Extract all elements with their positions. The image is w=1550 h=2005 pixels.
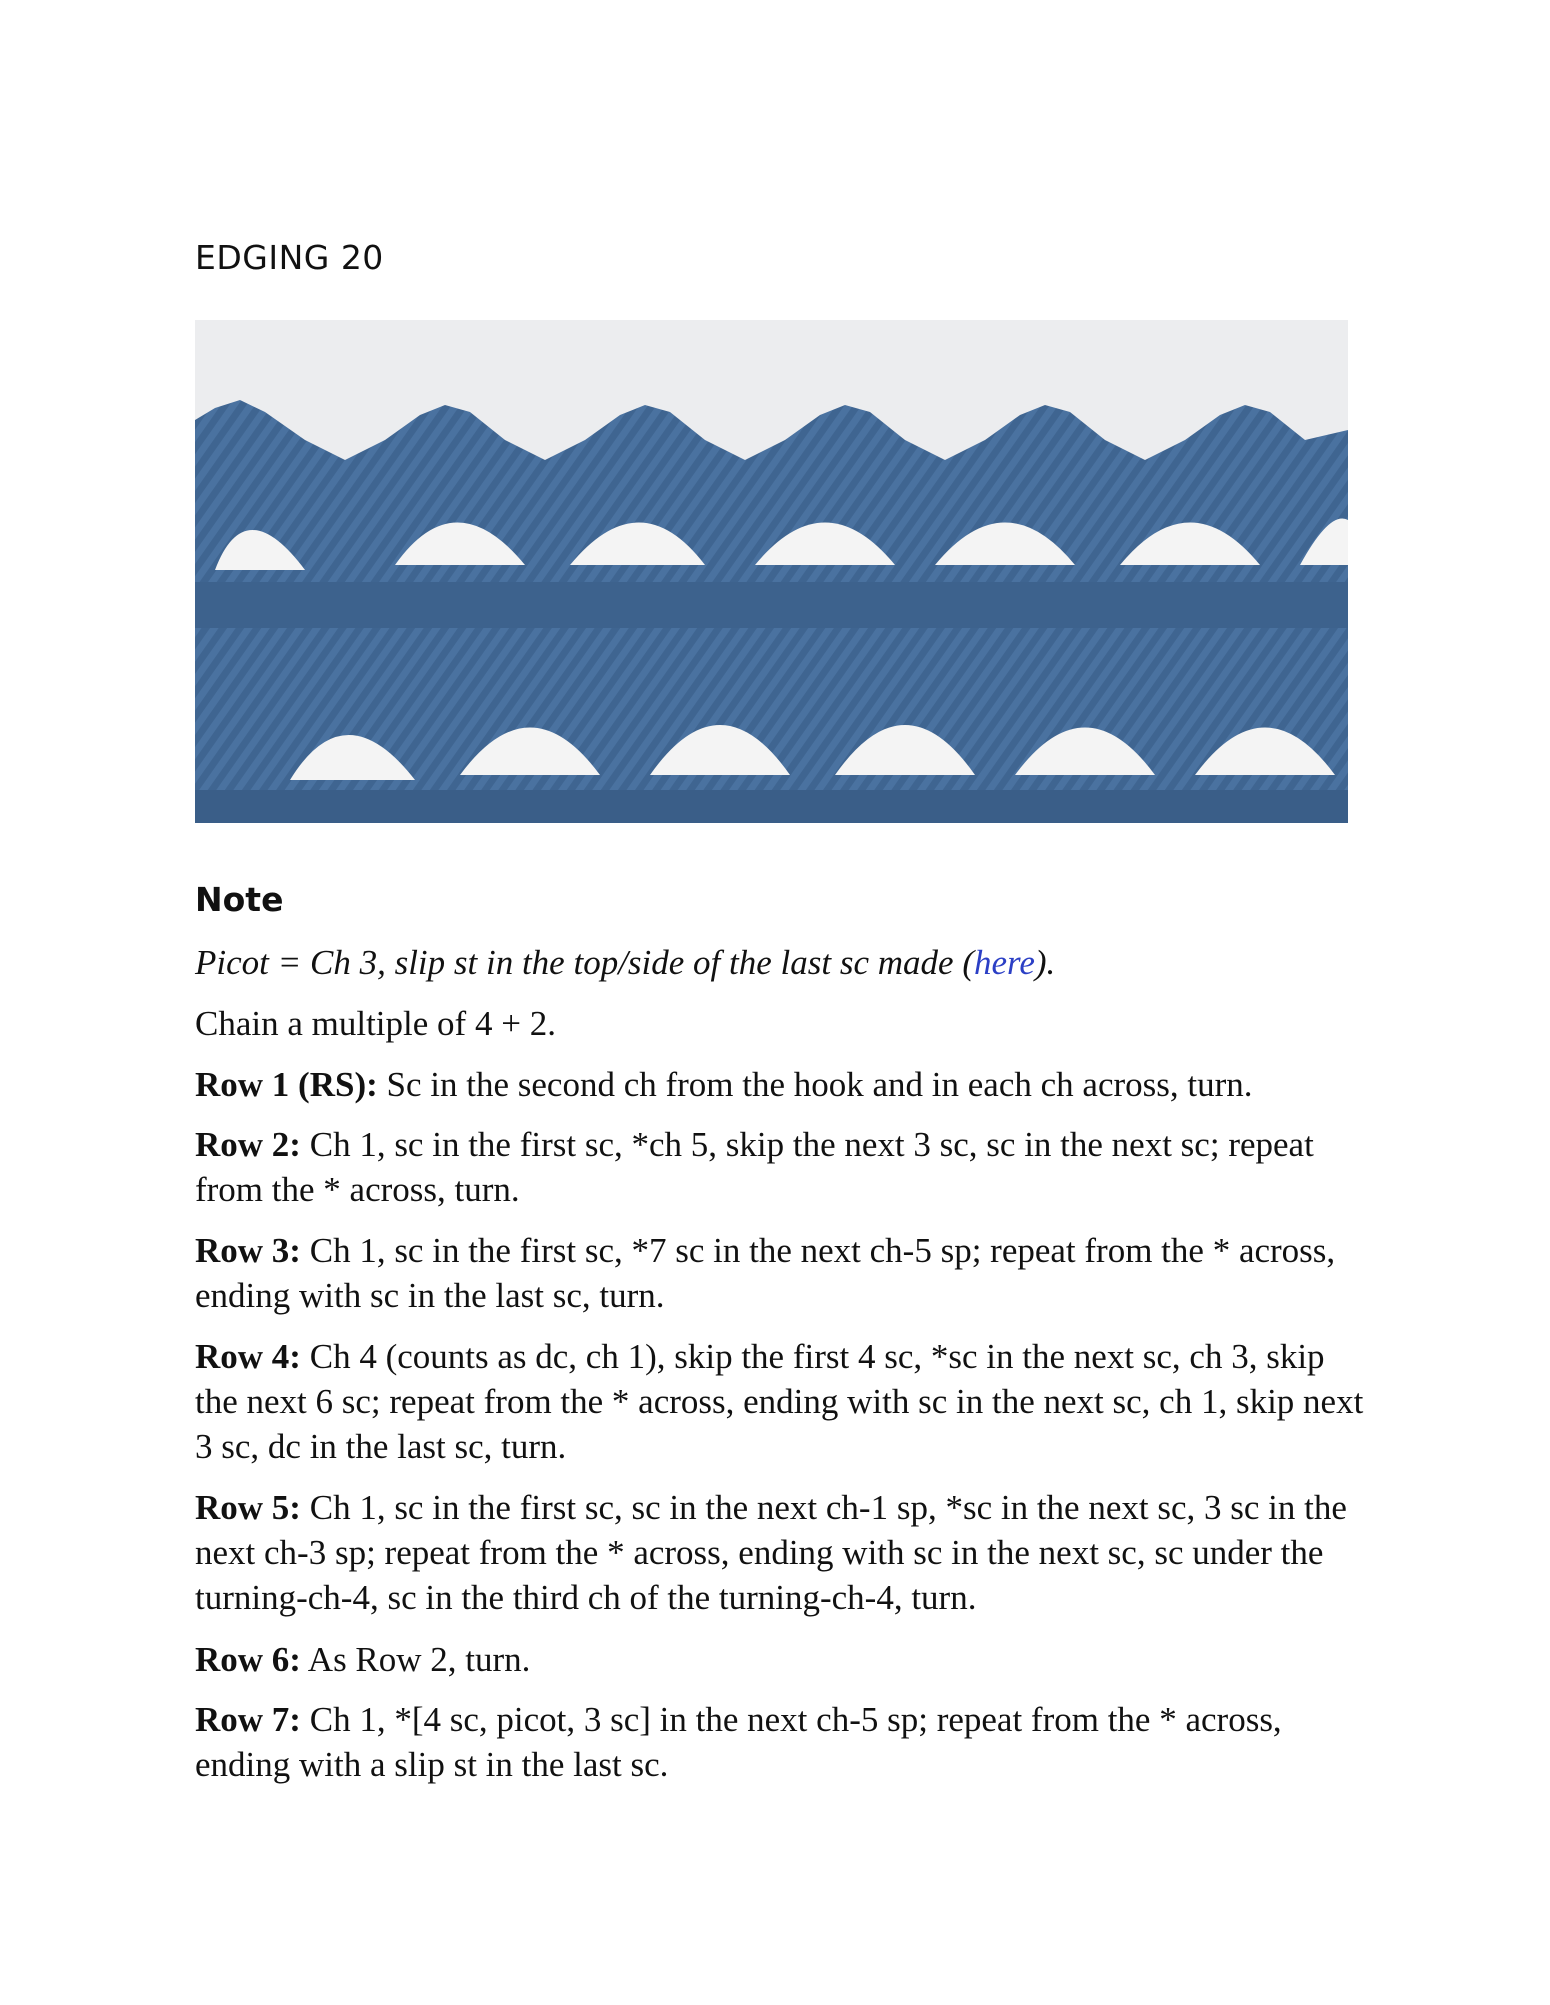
note-title: Note <box>195 880 284 919</box>
row-5-instruction <box>195 1485 1365 1620</box>
row-3-instruction <box>195 1228 1365 1318</box>
row-label: Row 3: <box>195 1231 301 1270</box>
picot-text-end: ). <box>1034 943 1056 982</box>
row-1-instruction <box>195 1062 1365 1107</box>
crochet-edging-illustration <box>195 320 1348 823</box>
row-4-instruction <box>195 1334 1365 1469</box>
row-label: Row 5: <box>195 1488 301 1527</box>
picot-definition <box>195 940 1365 985</box>
row-label: Row 7: <box>195 1700 301 1739</box>
row-6-instruction <box>195 1637 1365 1682</box>
crochet-edging-photo <box>195 320 1348 823</box>
chain-instruction: Chain a multiple of 4 + 2. <box>195 1004 556 1043</box>
pattern-heading: EDGING 20 <box>195 238 384 277</box>
row-label: Row 1 (RS): <box>195 1065 378 1104</box>
row-text: Sc in the second ch from the hook and in each ch across, turn. <box>377 1065 1253 1104</box>
here-link[interactable]: here <box>973 943 1035 982</box>
picot-text-start: Picot = Ch 3, slip st in the top/side of the last sc made ( <box>195 943 974 982</box>
row-text: As Row 2, turn. <box>300 1640 531 1679</box>
row-text: Ch 1, sc in the first sc, *7 sc in the next ch-5 sp; repeat from the * across, ending with sc in the last sc, turn. <box>195 1231 1336 1315</box>
row-2-instruction <box>195 1122 1365 1212</box>
row-label: Row 2: <box>195 1125 301 1164</box>
row-text: Ch 4 (counts as dc, ch 1), skip the first 4 sc, *sc in the next sc, ch 3, skip the next 6 sc; repeat from the * across, ending with sc in the next sc, ch 1, skip next 3 sc, dc in the last sc, turn. <box>195 1337 1364 1466</box>
row-label: Row 6: <box>195 1640 301 1679</box>
row-label: Row 4: <box>195 1337 301 1376</box>
row-text: Ch 1, *[4 sc, picot, 3 sc] in the next ch-5 sp; repeat from the * across, ending with a slip st in the last sc. <box>195 1700 1282 1784</box>
row-text: Ch 1, sc in the first sc, sc in the next ch-1 sp, *sc in the next sc, 3 sc in the next ch-3 sp; repeat from the * across, ending with sc in the next sc, sc under the turning-ch-4, sc in the third ch of the turning-ch-4, turn. <box>195 1488 1347 1617</box>
row-7-instruction <box>195 1697 1365 1787</box>
row-text: Ch 1, sc in the first sc, *ch 5, skip the next 3 sc, sc in the next sc; repeat from the * across, turn. <box>195 1125 1314 1209</box>
